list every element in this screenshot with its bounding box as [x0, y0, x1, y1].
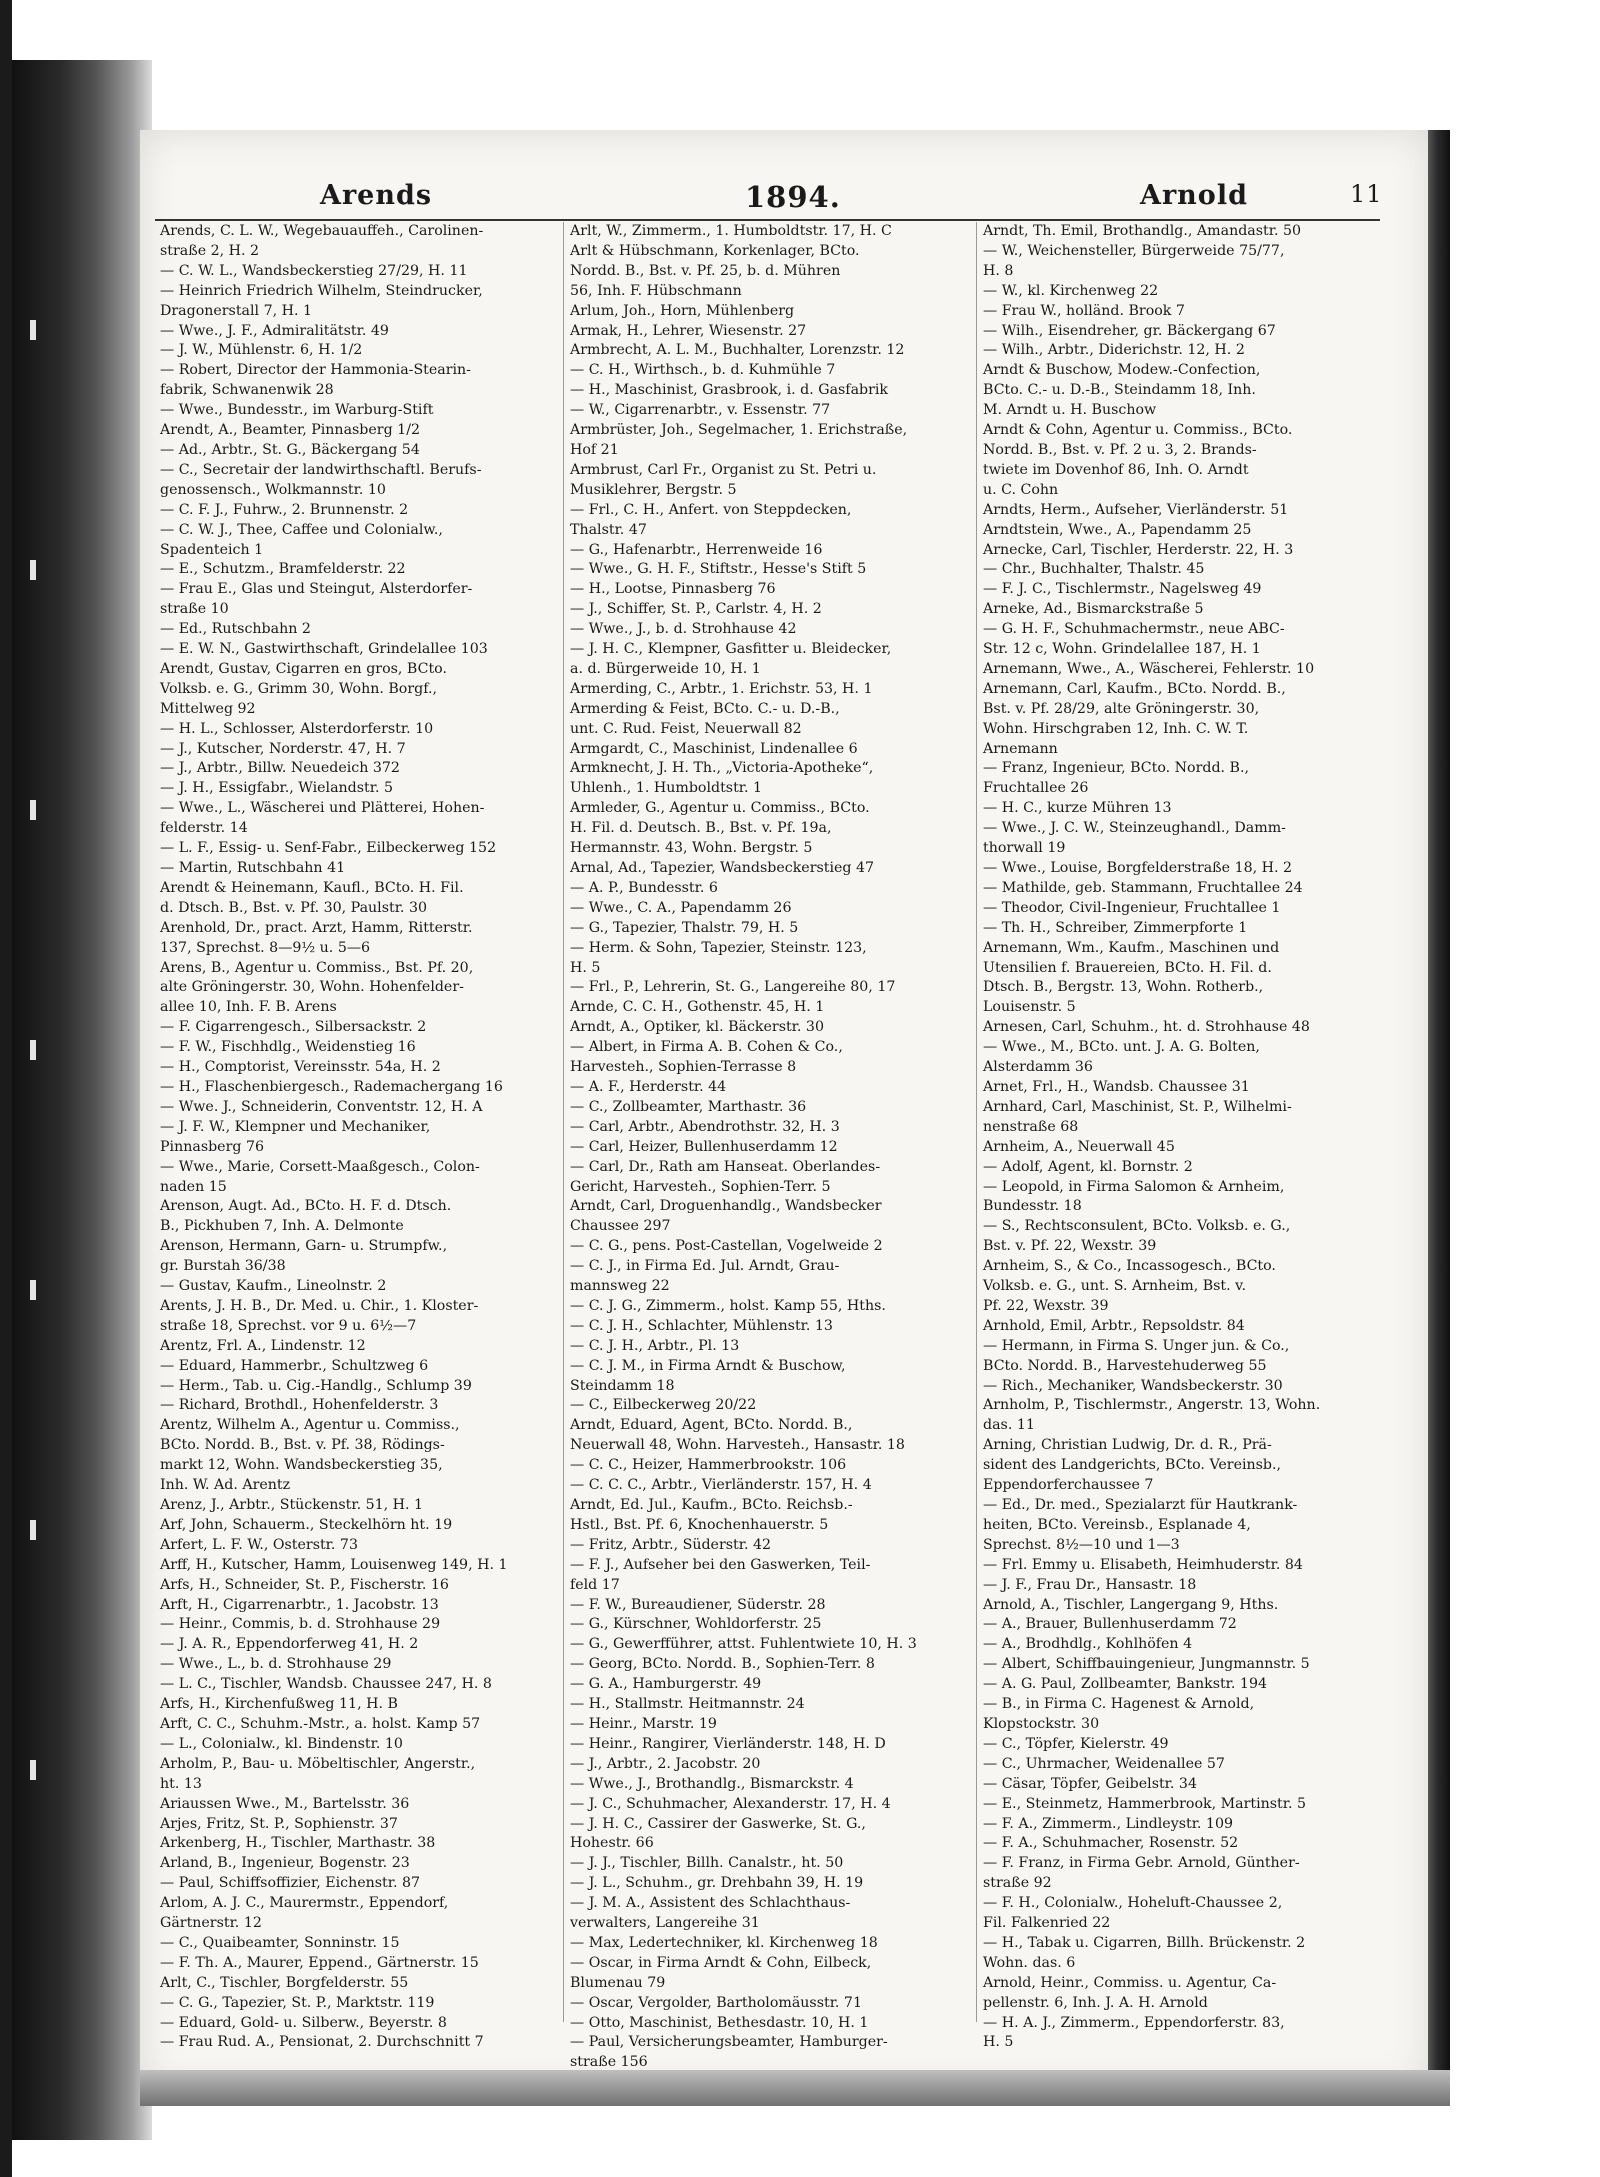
directory-entry-line: Harvesteh., Sophien-Terrasse 8	[570, 1059, 797, 1076]
directory-entry-line: Arnemann	[983, 740, 1058, 757]
directory-entry-line: genossensch., Wolkmannstr. 10	[160, 481, 386, 498]
directory-entry-line: — S., Rechtsconsulent, BCto. Volksb. e. G.,	[983, 1218, 1291, 1235]
directory-entry-line: — F. Franz, in Firma Gebr. Arnold, Günther-	[983, 1855, 1300, 1872]
directory-entry-line: pellenstr. 6, Inh. J. A. H. Arnold	[983, 1994, 1208, 2011]
page-bottom-shadow	[140, 2070, 1450, 2106]
directory-entry-line: — Eduard, Hammerbr., Schultzweg 6	[160, 1357, 429, 1374]
directory-column-2	[570, 222, 965, 2073]
directory-entry-line: — W., kl. Kirchenweg 22	[983, 282, 1159, 299]
directory-entry-line: Gericht, Harvesteh., Sophien-Terr. 5	[570, 1178, 831, 1195]
directory-entry-line: verwalters, Langereihe 31	[570, 1915, 760, 1932]
directory-entry-line: — H., Tabak u. Cigarren, Billh. Brückenstr. 2	[983, 1934, 1306, 1951]
directory-entry-line: — J. F. W., Klempner und Mechaniker,	[160, 1118, 431, 1135]
directory-entry-line: BCto. Nordd. B., Bst. v. Pf. 38, Rödings-	[160, 1437, 445, 1454]
directory-entry-line: — F. Cigarrengesch., Silbersackstr. 2	[160, 1019, 427, 1036]
directory-entry-line: Nordd. B., Bst. v. Pf. 2 u. 3, 2. Brands-	[983, 441, 1257, 458]
directory-entry-line: — G., Kürschner, Wohldorferstr. 25	[570, 1616, 822, 1633]
directory-entry-line: heiten, BCto. Vereinsb., Esplanade 4,	[983, 1516, 1251, 1533]
directory-entry-line: a. d. Bürgerweide 10, H. 1	[570, 660, 761, 677]
directory-entry-line: nenstraße 68	[983, 1118, 1079, 1135]
directory-entry-line: — J. W., Mühlenstr. 6, H. 1/2	[160, 342, 363, 359]
directory-entry-line: Str. 12 c, Wohn. Grindelallee 187, H. 1	[983, 641, 1261, 658]
directory-entry-line: Arnold, A., Tischler, Langergang 9, Hths.	[983, 1596, 1279, 1613]
directory-entry-line: unt. C. Rud. Feist, Neuerwall 82	[570, 720, 802, 737]
directory-entry-line: — A. P., Bundesstr. 6	[570, 879, 718, 896]
directory-entry-line: Arland, B., Ingenieur, Bogenstr. 23	[160, 1855, 410, 1872]
directory-entry-line: Bst. v. Pf. 28/29, alte Gröningerstr. 30,	[983, 700, 1260, 717]
directory-entry-line: B., Pickhuben 7, Inh. A. Delmonte	[160, 1218, 404, 1235]
directory-entry-line: Hof 21	[570, 441, 619, 458]
directory-entry-line: — Wwe., Louise, Borgfelderstraße 18, H. 2	[983, 860, 1293, 876]
directory-entry-line: — H., Comptorist, Vereinsstr. 54a, H. 2	[160, 1059, 441, 1076]
directory-entry-line: Arlom, A. J. C., Maurermstr., Eppendorf,	[160, 1895, 449, 1912]
directory-entry-line: Armknecht, J. H. Th., „Victoria-Apotheke“,	[570, 760, 874, 777]
directory-entry-line: — G., Tapezier, Thalstr. 79, H. 5	[570, 919, 799, 936]
directory-entry-line: — B., in Firma C. Hagenest & Arnold,	[983, 1696, 1255, 1713]
directory-entry-line: — J. H., Essigfabr., Wielandstr. 5	[160, 780, 394, 797]
directory-entry-line: — C. J. H., Schlachter, Mühlenstr. 13	[570, 1317, 833, 1334]
header-year: 1894.	[745, 180, 841, 214]
directory-entry-line: Hohestr. 66	[570, 1835, 654, 1852]
directory-entry-line: ht. 13	[160, 1775, 202, 1792]
directory-entry-line: — C., Uhrmacher, Weidenallee 57	[983, 1755, 1225, 1772]
directory-entry-line: H. 5	[570, 959, 601, 976]
directory-entry-line: M. Arndt u. H. Buschow	[983, 402, 1157, 419]
directory-entry-line: — A. F., Herderstr. 44	[570, 1078, 727, 1095]
directory-entry-line: — G. H. F., Schuhmachermstr., neue ABC-	[983, 621, 1285, 638]
directory-entry-line: Arnet, Frl., H., Wandsb. Chaussee 31	[983, 1078, 1250, 1095]
directory-entry-line: — Carl, Heizer, Bullenhuserdamm 12	[570, 1138, 838, 1155]
directory-entry-line: H. 5	[983, 2034, 1014, 2051]
directory-entry-line: Arndt, Carl, Droguenhandlg., Wandsbecker	[570, 1198, 882, 1215]
directory-entry-line: Arentz, Frl. A., Lindenstr. 12	[160, 1337, 366, 1354]
directory-entry-line: Hstl., Bst. Pf. 6, Knochenhauerstr. 5	[570, 1516, 829, 1533]
directory-entry-line: Arfs, H., Schneider, St. P., Fischerstr. 16	[160, 1576, 449, 1593]
directory-entry-line: Armbrecht, A. L. M., Buchhalter, Lorenzstr. 12	[570, 342, 905, 359]
directory-entry-line: twiete im Dovenhof 86, Inh. O. Arndt	[983, 461, 1249, 478]
directory-entry-line: — Franz, Ingenieur, BCto. Nordd. B.,	[983, 760, 1250, 777]
directory-entry-line: — A. G. Paul, Zollbeamter, Bankstr. 194	[983, 1676, 1267, 1693]
directory-entry-line: — H. A. J., Zimmerm., Eppendorferstr. 83,	[983, 2014, 1285, 2031]
directory-entry-line: Chaussee 297	[570, 1218, 671, 1235]
directory-entry-line: — Robert, Director der Hammonia-Stearin-	[160, 362, 471, 379]
directory-entry-line: Arfs, H., Kirchenfußweg 11, H. B	[160, 1696, 398, 1713]
directory-entry-line: Arnheim, S., & Co., Incassogesch., BCto.	[983, 1258, 1276, 1275]
directory-entry-line: Armleder, G., Agentur u. Commiss., BCto.	[570, 800, 870, 817]
directory-entry-line: Armbrust, Carl Fr., Organist zu St. Petri u.	[570, 461, 877, 478]
directory-entry-line: Arnold, Heinr., Commiss. u. Agentur, Ca-	[983, 1974, 1277, 1991]
directory-entry-line: — C., Zollbeamter, Marthastr. 36	[570, 1098, 807, 1115]
directory-entry-line: — Cäsar, Töpfer, Geibelstr. 34	[983, 1775, 1197, 1792]
directory-entry-line: mannsweg 22	[570, 1278, 670, 1295]
directory-entry-line: — Albert, in Firma A. B. Cohen & Co.,	[570, 1039, 843, 1056]
directory-entry-line: Armak, H., Lehrer, Wiesenstr. 27	[570, 322, 807, 339]
directory-entry-line: Arlt, C., Tischler, Borgfelderstr. 55	[160, 1974, 409, 1991]
directory-entry-line: Arenhold, Dr., pract. Arzt, Hamm, Ritterstr.	[160, 919, 473, 936]
directory-entry-line: Volksb. e. G., Grimm 30, Wohn. Borgf.,	[160, 680, 437, 697]
directory-entry-line: straße 10	[160, 601, 229, 618]
directory-column-1	[160, 222, 555, 2053]
directory-entry-line: — Richard, Brothdl., Hohenfelderstr. 3	[160, 1397, 439, 1414]
directory-entry-line: — C. J. M., in Firma Arndt & Buschow,	[570, 1357, 846, 1374]
directory-entry-line: BCto. Nordd. B., Harvestehuderweg 55	[983, 1357, 1267, 1374]
directory-entry-line: — Martin, Rutschbahn 41	[160, 860, 346, 876]
directory-entry-line: — Wwe. J., Schneiderin, Conventstr. 12, H. A	[160, 1098, 483, 1115]
directory-entry-line: — J., Arbtr., 2. Jacobstr. 20	[570, 1755, 761, 1772]
page-right-edge-shadow	[1428, 130, 1450, 2090]
directory-entry-line: — C., Quaibeamter, Sonninstr. 15	[160, 1934, 400, 1951]
directory-entry-line: — Wwe., J. F., Admiralitätstr. 49	[160, 322, 389, 339]
directory-entry-line: — W., Weichensteller, Bürgerweide 75/77,	[983, 242, 1285, 259]
directory-entry-line: — Oscar, in Firma Arndt & Cohn, Eilbeck,	[570, 1954, 872, 1971]
directory-entry-line: — Wwe., L., Wäscherei und Plätterei, Hohen-	[160, 800, 485, 817]
directory-entry-line: Arens, B., Agentur u. Commiss., Bst. Pf. 20,	[160, 959, 474, 976]
directory-entry-line: sident des Landgerichts, BCto. Vereinsb.,	[983, 1457, 1282, 1474]
directory-entry-line: Dtsch. B., Bergstr. 13, Wohn. Rotherb.,	[983, 979, 1264, 996]
directory-entry-line: Armerding, C., Arbtr., 1. Erichstr. 53, H. 1	[570, 680, 873, 697]
directory-entry-line: — C. F. J., Fuhrw., 2. Brunnenstr. 2	[160, 501, 409, 518]
directory-entry-line: Arnhard, Carl, Maschinist, St. P., Wilhelmi-	[983, 1098, 1292, 1115]
directory-entry-line: — F. A., Schuhmacher, Rosenstr. 52	[983, 1835, 1239, 1852]
directory-entry-line: H. Fil. d. Deutsch. B., Bst. v. Pf. 19a,	[570, 820, 832, 837]
directory-entry-line: Steindamm 18	[570, 1377, 675, 1394]
directory-entry-line: — C. J., in Firma Ed. Jul. Arndt, Grau-	[570, 1258, 840, 1275]
directory-entry-line: — Wwe., C. A., Papendamm 26	[570, 899, 792, 916]
directory-entry-line: BCto. C.- u. D.-B., Steindamm 18, Inh.	[983, 382, 1256, 399]
directory-entry-line: — J. J., Tischler, Billh. Canalstr., ht. 50	[570, 1855, 844, 1872]
directory-entry-line: Arndtstein, Wwe., A., Papendamm 25	[983, 521, 1252, 538]
directory-entry-line: Arlt & Hübschmann, Korkenlager, BCto.	[570, 242, 860, 259]
directory-entry-line: allee 10, Inh. F. B. Arens	[160, 999, 337, 1016]
directory-entry-line: — J., Schiffer, St. P., Carlstr. 4, H. 2	[570, 601, 822, 618]
directory-entry-line: — C., Töpfer, Kielerstr. 49	[983, 1735, 1169, 1752]
directory-entry-line: Arndt & Cohn, Agentur u. Commiss., BCto.	[983, 422, 1293, 439]
directory-entry-line: — G. A., Hamburgerstr. 49	[570, 1676, 762, 1693]
directory-entry-line: Armgardt, C., Maschinist, Lindenallee 6	[570, 740, 858, 757]
page-header	[155, 180, 1383, 226]
directory-entry-line: Arnal, Ad., Tapezier, Wandsbeckerstieg 47	[570, 860, 875, 876]
directory-entry-line: — Eduard, Gold- u. Silberw., Beyerstr. 8	[160, 2014, 447, 2031]
directory-entry-line: gr. Burstah 36/38	[160, 1258, 286, 1275]
directory-entry-line: — Theodor, Civil-Ingenieur, Fruchtallee 1	[983, 899, 1281, 916]
directory-entry-line: Arnesen, Carl, Schuhm., ht. d. Strohhause 48	[983, 1019, 1310, 1036]
directory-entry-line: Fil. Falkenried 22	[983, 1915, 1111, 1932]
directory-entry-line: — J. L., Schuhm., gr. Drehbahn 39, H. 19	[570, 1875, 864, 1892]
directory-entry-line: — C. C. C., Arbtr., Vierländerstr. 157, H. 4	[570, 1477, 872, 1494]
directory-entry-line: alte Gröningerstr. 30, Wohn. Hohenfelder-	[160, 979, 464, 996]
directory-entry-line: — Heinrich Friedrich Wilhelm, Steindrucker,	[160, 282, 483, 299]
directory-entry-line: — A., Brauer, Bullenhuserdamm 72	[983, 1616, 1237, 1633]
directory-entry-line: Arf, John, Schauerm., Steckelhörn ht. 19	[160, 1516, 453, 1533]
directory-entry-line: — J. H. C., Klempner, Gasfitter u. Bleidecker,	[570, 641, 892, 658]
directory-entry-line: markt 12, Wohn. Wandsbeckerstieg 35,	[160, 1457, 443, 1474]
directory-entry-line: — C. G., Tapezier, St. P., Marktstr. 119	[160, 1994, 435, 2011]
directory-entry-line: Arndts, Herm., Aufseher, Vierländerstr. 51	[983, 501, 1289, 518]
directory-entry-line: Fruchtallee 26	[983, 780, 1089, 797]
column-divider-1	[563, 222, 564, 2022]
directory-entry-line: — Albert, Schiffbauingenieur, Jungmannstr. 5	[983, 1656, 1310, 1673]
directory-entry-line: Arndt, Ed. Jul., Kaufm., BCto. Reichsb.-	[570, 1497, 853, 1513]
directory-entry-line: — C. C., Heizer, Hammerbrookstr. 106	[570, 1457, 847, 1474]
directory-entry-line: — Oscar, Vergolder, Bartholomäusstr. 71	[570, 1994, 862, 2011]
directory-entry-line: Arenson, Augt. Ad., BCto. H. F. d. Dtsch.	[160, 1198, 452, 1215]
directory-entry-line: — Wwe., J., Brothandlg., Bismarckstr. 4	[570, 1775, 854, 1792]
directory-entry-line: 56, Inh. F. Hübschmann	[570, 282, 742, 299]
directory-entry-line: — L. C., Tischler, Wandsb. Chaussee 247, H. 8	[160, 1676, 492, 1693]
directory-entry-line: Pf. 22, Wexstr. 39	[983, 1297, 1109, 1314]
directory-entry-line: — Ed., Rutschbahn 2	[160, 621, 311, 638]
directory-entry-line: — C. W. L., Wandsbeckerstieg 27/29, H. 11	[160, 262, 468, 279]
directory-entry-line: Utensilien f. Brauereien, BCto. H. Fil. d.	[983, 959, 1272, 976]
directory-entry-line: — Carl, Dr., Rath am Hanseat. Oberlandes-	[570, 1158, 881, 1175]
directory-entry-line: — F. J., Aufseher bei den Gaswerken, Teil-	[570, 1556, 871, 1573]
directory-entry-line: Armerding & Feist, BCto. C.- u. D.-B.,	[570, 700, 840, 717]
directory-entry-line: — C. J. H., Arbtr., Pl. 13	[570, 1337, 740, 1354]
directory-entry-line: Arnemann, Carl, Kaufm., BCto. Nordd. B.,	[983, 680, 1286, 697]
directory-entry-line: das. 11	[983, 1417, 1035, 1434]
page-number: 11	[1350, 180, 1383, 208]
directory-entry-line: — H. L., Schlosser, Alsterdorferstr. 10	[160, 720, 434, 737]
directory-entry-line: — Wilh., Eisendreher, gr. Bäckergang 67	[983, 322, 1276, 339]
directory-entry-line: — H., Maschinist, Grasbrook, i. d. Gasfabrik	[570, 382, 889, 399]
directory-entry-line: — J. H. C., Cassirer der Gaswerke, St. G.,	[570, 1815, 866, 1832]
directory-entry-line: Alsterdamm 36	[983, 1059, 1093, 1076]
directory-entry-line: — Th. H., Schreiber, Zimmerpforte 1	[983, 919, 1248, 936]
directory-entry-line: — Fritz, Arbtr., Süderstr. 42	[570, 1536, 772, 1553]
directory-entry-line: — Herm., Tab. u. Cig.-Handlg., Schlump 39	[160, 1377, 472, 1394]
directory-entry-line: — Wwe., Bundesstr., im Warburg-Stift	[160, 402, 434, 419]
directory-entry-line: u. C. Cohn	[983, 481, 1059, 498]
directory-entry-line: straße 92	[983, 1875, 1052, 1892]
directory-entry-line: — Adolf, Agent, kl. Bornstr. 2	[983, 1158, 1193, 1175]
directory-entry-line: Arenson, Hermann, Garn- u. Strumpfw.,	[160, 1238, 448, 1255]
directory-entry-line: — F. W., Bureaudiener, Süderstr. 28	[570, 1596, 826, 1613]
directory-entry-line: — Rich., Mechaniker, Wandsbeckerstr. 30	[983, 1377, 1283, 1394]
directory-entry-line: straße 18, Sprechst. vor 9 u. 6½—7	[160, 1317, 417, 1334]
directory-entry-line: — Frau E., Glas und Steingut, Alsterdorfer-	[160, 581, 473, 598]
directory-entry-line: Arnecke, Carl, Tischler, Herderstr. 22, H. 3	[983, 541, 1294, 558]
column-divider-2	[976, 222, 977, 2022]
directory-entry-line: Spadenteich 1	[160, 541, 264, 558]
directory-entry-line: — Max, Ledertechniker, kl. Kirchenweg 18	[570, 1934, 878, 1951]
directory-entry-line: Arkenberg, H., Tischler, Marthastr. 38	[160, 1835, 436, 1852]
directory-entry-line: — C. W. J., Thee, Caffee und Colonialw.,	[160, 521, 443, 538]
directory-column-3	[983, 222, 1378, 2053]
directory-entry-line: straße 156	[570, 2054, 648, 2071]
header-right-catchword: Arnold	[1140, 180, 1248, 211]
directory-entry-line: — Mathilde, geb. Stammann, Fruchtallee 24	[983, 879, 1303, 896]
directory-entry-line: — Frl., P., Lehrerin, St. G., Langereihe 80, 17	[570, 979, 896, 996]
directory-entry-line: d. Dtsch. B., Bst. v. Pf. 30, Paulstr. 30	[160, 899, 427, 916]
directory-entry-line: Arff, H., Kutscher, Hamm, Louisenweg 149, H. 1	[160, 1556, 508, 1573]
directory-entry-line: — Wwe., G. H. F., Stiftstr., Hesse's Stift 5	[570, 561, 867, 578]
directory-entry-line: — Gustav, Kaufm., Lineolnstr. 2	[160, 1278, 387, 1295]
directory-entry-line: — Ad., Arbtr., St. G., Bäckergang 54	[160, 441, 420, 458]
directory-entry-line: — Frl. Emmy u. Elisabeth, Heimhuderstr. 84	[983, 1556, 1303, 1573]
directory-entry-line: Eppendorferchaussee 7	[983, 1477, 1154, 1494]
directory-entry-line: — H., Stallmstr. Heitmannstr. 24	[570, 1696, 805, 1713]
directory-entry-line: Arning, Christian Ludwig, Dr. d. R., Prä-	[983, 1437, 1272, 1454]
directory-entry-line: — C. J. G., Zimmerm., holst. Kamp 55, Hths.	[570, 1297, 886, 1314]
directory-entry-line: Sprechst. 8½—10 und 1—3	[983, 1536, 1180, 1553]
directory-entry-line: felderstr. 14	[160, 820, 248, 837]
directory-entry-line: Arnde, C. C. H., Gothenstr. 45, H. 1	[570, 999, 825, 1016]
directory-entry-line: Arentz, Wilhelm A., Agentur u. Commiss.,	[160, 1417, 460, 1434]
header-left-catchword: Arends	[320, 180, 433, 211]
directory-entry-line: — C., Eilbeckerweg 20/22	[570, 1397, 757, 1414]
directory-entry-line: Arjes, Fritz, St. P., Sophienstr. 37	[160, 1815, 398, 1832]
directory-entry-line: Mittelweg 92	[160, 700, 256, 717]
directory-entry-line: — J. M. A., Assistent des Schlachthaus-	[570, 1895, 851, 1912]
directory-entry-line: Arnemann, Wwe., A., Wäscherei, Fehlerstr. 10	[983, 660, 1315, 677]
directory-entry-line: — Frau Rud. A., Pensionat, 2. Durchschnitt 7	[160, 2034, 484, 2051]
directory-entry-line: Arndt & Buschow, Modew.-Confection,	[983, 362, 1261, 379]
directory-entry-line: Wohn. Hirschgraben 12, Inh. C. W. T.	[983, 720, 1249, 737]
directory-entry-line: — Carl, Arbtr., Abendrothstr. 32, H. 3	[570, 1118, 840, 1135]
directory-entry-line: — F. Th. A., Maurer, Eppend., Gärtnerstr. 15	[160, 1954, 479, 1971]
directory-entry-line: — Paul, Schiffsoffizier, Eichenstr. 87	[160, 1875, 421, 1892]
directory-entry-line: Arlum, Joh., Horn, Mühlenberg	[570, 302, 795, 319]
directory-entry-line: Bst. v. Pf. 22, Wexstr. 39	[983, 1238, 1157, 1255]
directory-entry-line: — J. F., Frau Dr., Hansastr. 18	[983, 1576, 1197, 1593]
directory-entry-line: Arft, H., Cigarrenarbtr., 1. Jacobstr. 13	[160, 1596, 439, 1613]
scan-left-border	[0, 0, 12, 2177]
directory-entry-line: feld 17	[570, 1576, 620, 1593]
directory-entry-line: Arents, J. H. B., Dr. Med. u. Chir., 1. Kloster-	[160, 1297, 479, 1314]
directory-entry-line: H. 8	[983, 262, 1014, 279]
directory-entry-line: — Wilh., Arbtr., Diderichstr. 12, H. 2	[983, 342, 1245, 359]
directory-entry-line: Neuerwall 48, Wohn. Harvesteh., Hansastr. 18	[570, 1437, 905, 1454]
directory-entry-line: — L. F., Essig- u. Senf-Fabr., Eilbeckerweg 152	[160, 840, 497, 857]
directory-entry-line: Arnheim, A., Neuerwall 45	[983, 1138, 1175, 1155]
binding-stitch-marks	[30, 320, 48, 1720]
directory-entry-line: Wohn. das. 6	[983, 1954, 1076, 1971]
directory-entry-line: — Wwe., J. C. W., Steinzeughandl., Damm-	[983, 820, 1286, 837]
directory-entry-line: — F. J. C., Tischlermstr., Nagelsweg 49	[983, 581, 1262, 598]
directory-entry-line: Arfert, L. F. W., Osterstr. 73	[160, 1536, 358, 1553]
directory-entry-line: Arnemann, Wm., Kaufm., Maschinen und	[983, 939, 1280, 956]
directory-entry-line: Ariaussen Wwe., M., Bartelsstr. 36	[160, 1795, 410, 1812]
directory-entry-line: — Frl., C. H., Anfert. von Steppdecken,	[570, 501, 852, 518]
directory-entry-line: — Herm. & Sohn, Tapezier, Steinstr. 123,	[570, 939, 867, 956]
directory-entry-line: — Wwe., L., b. d. Strohhause 29	[160, 1656, 392, 1673]
directory-entry-line: — G., Hafenarbtr., Herrenweide 16	[570, 541, 823, 558]
directory-entry-line: Arft, C. C., Schuhm.-Mstr., a. holst. Kamp 57	[160, 1715, 481, 1732]
directory-entry-line: Arholm, P., Bau- u. Möbeltischler, Angerstr.,	[160, 1755, 476, 1772]
directory-entry-line: Hermannstr. 43, Wohn. Bergstr. 5	[570, 840, 813, 857]
directory-entry-line: Thalstr. 47	[570, 521, 647, 538]
directory-entry-line: — L., Colonialw., kl. Bindenstr. 10	[160, 1735, 403, 1752]
directory-entry-line: — Heinr., Marstr. 19	[570, 1715, 717, 1732]
directory-entry-line: Arendt, A., Beamter, Pinnasberg 1/2	[160, 422, 420, 439]
directory-entry-line: Armbrüster, Joh., Segelmacher, 1. Erichstraße,	[570, 422, 908, 439]
directory-entry-line: — E., Schutzm., Bramfelderstr. 22	[160, 561, 406, 578]
directory-entry-line: naden 15	[160, 1178, 227, 1195]
directory-entry-line: 137, Sprechst. 8—9½ u. 5—6	[160, 939, 371, 956]
directory-entry-line: Blumenau 79	[570, 1974, 666, 1991]
directory-entry-line: Arendt, Gustav, Cigarren en gros, BCto.	[160, 660, 447, 677]
directory-entry-line: — C., Secretair der landwirthschaftl. Berufs-	[160, 461, 482, 478]
directory-entry-line: — W., Cigarrenarbtr., v. Essenstr. 77	[570, 402, 831, 419]
directory-entry-line: — Frau W., holländ. Brook 7	[983, 302, 1185, 319]
directory-entry-line: Arlt, W., Zimmerm., 1. Humboldtstr. 17, H. C	[570, 223, 892, 239]
directory-entry-line: — H., Flaschenbiergesch., Rademachergang 16	[160, 1078, 503, 1095]
header-rule	[155, 219, 1380, 221]
directory-entry-line: — J. A. R., Eppendorferweg 41, H. 2	[160, 1636, 419, 1653]
directory-entry-line: Arndt, A., Optiker, kl. Bäckerstr. 30	[570, 1019, 824, 1036]
directory-entry-line: Bundesstr. 18	[983, 1198, 1082, 1215]
directory-entry-line: Arndt, Th. Emil, Brothandlg., Amandastr. 50	[983, 223, 1302, 239]
directory-entry-line: Arndt, Eduard, Agent, BCto. Nordd. B.,	[570, 1417, 853, 1434]
directory-entry-line: — H., Lootse, Pinnasberg 76	[570, 581, 776, 598]
directory-entry-line: Arendt & Heinemann, Kaufl., BCto. H. Fil.	[160, 879, 464, 896]
directory-entry-line: — Paul, Versicherungsbeamter, Hamburger-	[570, 2034, 888, 2051]
directory-entry-line: — H. C., kurze Mühren 13	[983, 800, 1172, 817]
directory-entry-line: — G., Gewerfführer, attst. Fuhlentwiete 10, H. 3	[570, 1636, 917, 1653]
directory-entry-line: — C. H., Wirthsch., b. d. Kuhmühle 7	[570, 362, 836, 379]
directory-entry-line: Klopstockstr. 30	[983, 1715, 1100, 1732]
directory-entry-line: Nordd. B., Bst. v. Pf. 25, b. d. Mühren	[570, 262, 841, 279]
directory-entry-line: Arnholm, P., Tischlermstr., Angerstr. 13, Wohn.	[983, 1397, 1321, 1414]
directory-entry-line: — Wwe., M., BCto. unt. J. A. G. Bolten,	[983, 1039, 1260, 1056]
directory-entry-line: — Wwe., J., b. d. Strohhause 42	[570, 621, 797, 638]
directory-entry-line: fabrik, Schwanenwik 28	[160, 382, 334, 399]
book-binding-shadow	[12, 60, 152, 2140]
directory-entry-line: Inh. W. Ad. Arentz	[160, 1477, 291, 1494]
directory-entry-line: — F. A., Zimmerm., Lindleystr. 109	[983, 1815, 1234, 1832]
directory-entry-line: Louisenstr. 5	[983, 999, 1076, 1016]
directory-entry-line: — Heinr., Rangirer, Vierländerstr. 148, H. D	[570, 1735, 886, 1752]
directory-entry-line: Musiklehrer, Bergstr. 5	[570, 481, 737, 498]
directory-entry-line: Pinnasberg 76	[160, 1138, 265, 1155]
directory-entry-line: Arneke, Ad., Bismarckstraße 5	[983, 601, 1204, 618]
directory-entry-line: Arends, C. L. W., Wegebauauffeh., Carolinen-	[160, 223, 484, 239]
directory-entry-line: — F. W., Fischhdlg., Weidenstieg 16	[160, 1039, 416, 1056]
directory-entry-line: — J., Arbtr., Billw. Neuedeich 372	[160, 760, 400, 777]
directory-entry-line: Volksb. e. G., unt. S. Arnheim, Bst. v.	[983, 1278, 1246, 1295]
directory-entry-line: Arnhold, Emil, Arbtr., Repsoldstr. 84	[983, 1317, 1245, 1334]
directory-entry-line: — Chr., Buchhalter, Thalstr. 45	[983, 561, 1205, 578]
directory-entry-line: — C. G., pens. Post-Castellan, Vogelweide 2	[570, 1238, 883, 1255]
directory-entry-line: — E., Steinmetz, Hammerbrook, Martinstr. 5	[983, 1795, 1306, 1812]
directory-entry-line: Arenz, J., Arbtr., Stückenstr. 51, H. 1	[160, 1497, 424, 1513]
directory-entry-line: — F. H., Colonialw., Hoheluft-Chaussee 2,	[983, 1895, 1283, 1912]
directory-entry-line: Gärtnerstr. 12	[160, 1915, 262, 1932]
directory-entry-line: — Otto, Maschinist, Bethesdastr. 10, H. 1	[570, 2014, 869, 2031]
directory-entry-line: — A., Brodhdlg., Kohlhöfen 4	[983, 1636, 1193, 1653]
directory-entry-line: — J., Kutscher, Norderstr. 47, H. 7	[160, 740, 406, 757]
directory-entry-line: — Ed., Dr. med., Spezialarzt für Hautkrank-	[983, 1497, 1298, 1513]
directory-entry-line: — Georg, BCto. Nordd. B., Sophien-Terr. 8	[570, 1656, 875, 1673]
directory-entry-line: — Leopold, in Firma Salomon & Arnheim,	[983, 1178, 1285, 1195]
directory-entry-line: — Heinr., Commis, b. d. Strohhause 29	[160, 1616, 441, 1633]
directory-entry-line: — Wwe., Marie, Corsett-Maaßgesch., Colon-	[160, 1158, 480, 1175]
directory-entry-line: — J. C., Schuhmacher, Alexanderstr. 17, H. 4	[570, 1795, 891, 1812]
directory-entry-line: — Hermann, in Firma S. Unger jun. & Co.,	[983, 1337, 1290, 1354]
directory-entry-line: thorwall 19	[983, 840, 1066, 857]
directory-entry-line: Uhlenh., 1. Humboldtstr. 1	[570, 780, 763, 797]
directory-entry-line: Dragonerstall 7, H. 1	[160, 302, 313, 319]
directory-entry-line: straße 2, H. 2	[160, 242, 260, 259]
directory-entry-line: — E. W. N., Gastwirthschaft, Grindelallee 103	[160, 641, 488, 658]
